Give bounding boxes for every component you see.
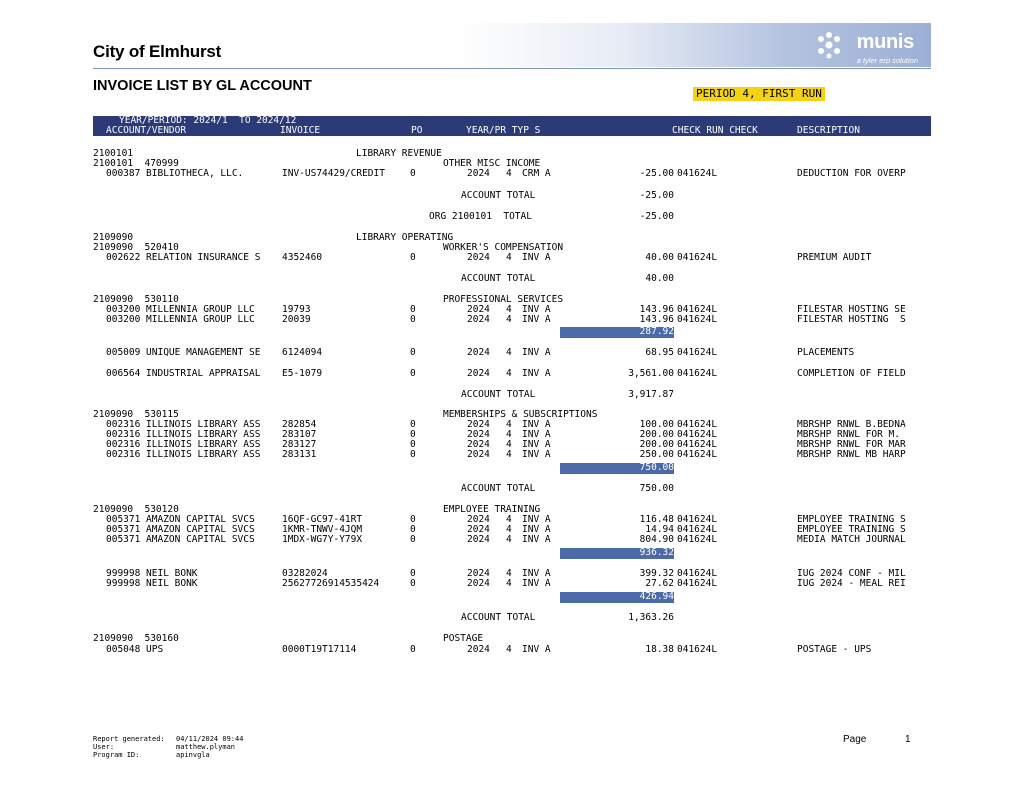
description: COMPLETION OF FIELD — [797, 368, 906, 379]
amount: 200.00 — [639, 439, 674, 450]
year: 2024 — [467, 568, 490, 579]
vendor-subtotal: 936.32 — [639, 547, 674, 558]
account-total-amount: 3,917.87 — [628, 389, 674, 400]
type-status: INV A — [522, 429, 551, 440]
amount: 143.96 — [639, 304, 674, 315]
type-status: INV A — [522, 252, 551, 263]
vendor-subtotal: 426.94 — [639, 591, 674, 602]
invoice: 6124094 — [282, 347, 323, 358]
check-run: 041624L — [677, 304, 718, 315]
account-code: 2109090 530160 — [93, 633, 179, 644]
invoice: 4352460 — [282, 252, 323, 263]
po: 0 — [410, 449, 416, 460]
po: 0 — [410, 368, 416, 379]
invoice: 19793 — [282, 304, 311, 315]
type-status: INV A — [522, 524, 551, 535]
year: 2024 — [467, 514, 490, 525]
description: PLACEMENTS — [797, 347, 855, 358]
type-status: INV A — [522, 568, 551, 579]
description: EMPLOYEE TRAINING S — [797, 514, 906, 525]
period: 4 — [506, 368, 512, 379]
vendor: 003200 MILLENNIA GROUP LLC — [106, 314, 255, 325]
type-status: INV A — [522, 578, 551, 589]
account-title: WORKER'S COMPENSATION — [443, 242, 564, 253]
description: MBRSHP RNWL FOR M. — [797, 429, 900, 440]
col-account-vendor: ACCOUNT/VENDOR — [106, 125, 187, 136]
period: 4 — [506, 304, 512, 315]
invoice: 283131 — [282, 449, 317, 460]
year: 2024 — [467, 252, 490, 263]
amount: 18.38 — [645, 644, 674, 655]
account-code: 2109090 530110 — [93, 294, 179, 305]
year: 2024 — [467, 534, 490, 545]
logo-text: munis — [856, 31, 914, 53]
check-run: 041624L — [677, 429, 718, 440]
check-run: 041624L — [677, 439, 718, 450]
org-title: LIBRARY OPERATING — [356, 232, 454, 243]
period: 4 — [506, 429, 512, 440]
po: 0 — [410, 168, 416, 179]
type-status: INV A — [522, 514, 551, 525]
vendor: 999998 NEIL BONK — [106, 578, 198, 589]
year: 2024 — [467, 524, 490, 535]
account-code: 2109090 530120 — [93, 504, 179, 515]
footer-user-label: User: — [93, 743, 115, 751]
vendor: 005371 AMAZON CAPITAL SVCS — [106, 524, 255, 535]
period: 4 — [506, 168, 512, 179]
check-run: 041624L — [677, 347, 718, 358]
vendor: 006564 INDUSTRIAL APPRAISAL — [106, 368, 261, 379]
po: 0 — [410, 514, 416, 525]
period: 4 — [506, 514, 512, 525]
account-title: MEMBERSHIPS & SUBSCRIPTIONS — [443, 409, 598, 420]
logo-tagline: a tyler erp solution — [856, 56, 918, 65]
vendor: 002316 ILLINOIS LIBRARY ASS — [106, 419, 261, 430]
vendor: 005371 AMAZON CAPITAL SVCS — [106, 514, 255, 525]
invoice: 1MDX-WG7Y-Y79X — [282, 534, 363, 545]
description: DEDUCTION FOR OVERP — [797, 168, 906, 179]
invoice: 03282024 — [282, 568, 328, 579]
page-title: City of Elmhurst — [93, 42, 222, 61]
description: MBRSHP RNWL B.BEDNA — [797, 419, 906, 430]
amount: 27.62 — [645, 578, 674, 589]
po: 0 — [410, 439, 416, 450]
col-description: DESCRIPTION — [797, 125, 860, 136]
check-run: 041624L — [677, 524, 718, 535]
amount: 200.00 — [639, 429, 674, 440]
period: 4 — [506, 252, 512, 263]
check-run: 041624L — [677, 252, 718, 263]
account-code: 2109090 520410 — [93, 242, 179, 253]
org-title: LIBRARY REVENUE — [356, 148, 442, 159]
vendor-subtotal: 750.00 — [639, 462, 674, 473]
account-title: EMPLOYEE TRAINING — [443, 504, 541, 515]
invoice: 16QF-GC97-41RT — [282, 514, 363, 525]
po: 0 — [410, 252, 416, 263]
check-run: 041624L — [677, 514, 718, 525]
type-status: CRM A — [522, 168, 551, 179]
description: MBRSHP RNWL FOR MAR — [797, 439, 906, 450]
po: 0 — [410, 534, 416, 545]
footer-program-label: Program ID: — [93, 751, 140, 759]
check-run: 041624L — [677, 368, 718, 379]
type-status: INV A — [522, 314, 551, 325]
amount: -25.00 — [639, 168, 674, 179]
invoice: 1KMR-TNWV-4JQM — [282, 524, 363, 535]
period: 4 — [506, 644, 512, 655]
check-run: 041624L — [677, 578, 718, 589]
account-total-amount: -25.00 — [639, 190, 674, 201]
amount: 804.90 — [639, 534, 674, 545]
vendor: 005048 UPS — [106, 644, 164, 655]
amount: 14.94 — [645, 524, 674, 535]
type-status: INV A — [522, 644, 551, 655]
description: POSTAGE - UPS — [797, 644, 872, 655]
period: 4 — [506, 534, 512, 545]
footer-program-value: apinvgla — [176, 751, 210, 759]
invoice: 283127 — [282, 439, 317, 450]
account-total-label: ACCOUNT TOTAL — [461, 483, 536, 494]
invoice: INV-US74429/CREDIT — [282, 168, 385, 179]
year: 2024 — [467, 368, 490, 379]
type-status: INV A — [522, 368, 551, 379]
po: 0 — [410, 578, 416, 589]
vendor: 002316 ILLINOIS LIBRARY ASS — [106, 429, 261, 440]
period: 4 — [506, 314, 512, 325]
year: 2024 — [467, 304, 490, 315]
vendor: 999998 NEIL BONK — [106, 568, 198, 579]
description: IUG 2024 - MEAL REI — [797, 578, 906, 589]
po: 0 — [410, 314, 416, 325]
period: 4 — [506, 439, 512, 450]
year-period-range: YEAR/PERIOD: 2024/1 TO 2024/12 — [119, 115, 297, 126]
type-status: INV A — [522, 449, 551, 460]
po: 0 — [410, 304, 416, 315]
invoice: 0000T19T17114 — [282, 644, 357, 655]
year: 2024 — [467, 314, 490, 325]
amount: 68.95 — [645, 347, 674, 358]
po: 0 — [410, 524, 416, 535]
page-number: 1 — [905, 734, 911, 745]
vendor: 000387 BIBLIOTHECA, LLC. — [106, 168, 244, 179]
type-status: INV A — [522, 439, 551, 450]
amount: 399.32 — [639, 568, 674, 579]
vendor: 002316 ILLINOIS LIBRARY ASS — [106, 449, 261, 460]
col-po: PO — [411, 125, 423, 136]
munis-logo-icon — [815, 29, 847, 61]
period: 4 — [506, 347, 512, 358]
vendor: 002622 RELATION INSURANCE S — [106, 252, 261, 263]
description: MBRSHP RNWL MB HARP — [797, 449, 906, 460]
account-code: 2100101 470999 — [93, 158, 179, 169]
period: 4 — [506, 568, 512, 579]
invoice: 25627726914535424 — [282, 578, 380, 589]
check-run: 041624L — [677, 534, 718, 545]
description: EMPLOYEE TRAINING S — [797, 524, 906, 535]
account-title: POSTAGE — [443, 633, 484, 644]
vendor: 005371 AMAZON CAPITAL SVCS — [106, 534, 255, 545]
account-title: OTHER MISC INCOME — [443, 158, 541, 169]
amount: 116.48 — [639, 514, 674, 525]
amount: 250.00 — [639, 449, 674, 460]
type-status: INV A — [522, 347, 551, 358]
account-total-label: ACCOUNT TOTAL — [461, 389, 536, 400]
footer-user-value: matthew.plyman — [176, 743, 236, 751]
description: MEDIA MATCH JOURNAL — [797, 534, 906, 545]
po: 0 — [410, 429, 416, 440]
check-run: 041624L — [677, 644, 718, 655]
invoice: 283107 — [282, 429, 317, 440]
check-run: 041624L — [677, 314, 718, 325]
type-status: INV A — [522, 304, 551, 315]
period: 4 — [506, 578, 512, 589]
org-total-label: ORG 2100101 TOTAL — [429, 211, 532, 222]
footer-generated-value: 04/11/2024 09:44 — [176, 735, 244, 743]
po: 0 — [410, 419, 416, 430]
invoice: E5-1079 — [282, 368, 323, 379]
type-status: INV A — [522, 534, 551, 545]
vendor: 005009 UNIQUE MANAGEMENT SE — [106, 347, 261, 358]
account-total-amount: 1,363.26 — [628, 612, 674, 623]
check-run: 041624L — [677, 568, 718, 579]
type-status: INV A — [522, 419, 551, 430]
vendor-subtotal: 287.92 — [639, 326, 674, 337]
check-run: 041624L — [677, 419, 718, 430]
col-invoice: INVOICE — [280, 125, 321, 136]
year: 2024 — [467, 419, 490, 430]
check-run: 041624L — [677, 168, 718, 179]
period: 4 — [506, 449, 512, 460]
po: 0 — [410, 568, 416, 579]
year: 2024 — [467, 578, 490, 589]
po: 0 — [410, 347, 416, 358]
year: 2024 — [467, 168, 490, 179]
account-total-amount: 40.00 — [645, 273, 674, 284]
amount: 3,561.00 — [628, 368, 674, 379]
description: IUG 2024 CONF - MIL — [797, 568, 906, 579]
account-code: 2109090 530115 — [93, 409, 179, 420]
year: 2024 — [467, 347, 490, 358]
col-check-run-check: CHECK RUN CHECK — [672, 125, 758, 136]
po: 0 — [410, 644, 416, 655]
vendor: 002316 ILLINOIS LIBRARY ASS — [106, 439, 261, 450]
account-title: PROFESSIONAL SERVICES — [443, 294, 564, 305]
invoice: 20039 — [282, 314, 311, 325]
description: PREMIUM AUDIT — [797, 252, 872, 263]
invoice: 282854 — [282, 419, 317, 430]
account-total-label: ACCOUNT TOTAL — [461, 190, 536, 201]
header-rule — [93, 68, 931, 69]
year: 2024 — [467, 644, 490, 655]
year: 2024 — [467, 429, 490, 440]
description: FILESTAR HOSTING S — [797, 314, 906, 325]
account-total-amount: 750.00 — [639, 483, 674, 494]
amount: 40.00 — [645, 252, 674, 263]
description: FILESTAR HOSTING SE — [797, 304, 906, 315]
page-label: Page — [843, 734, 867, 745]
amount: 143.96 — [639, 314, 674, 325]
account-total-label: ACCOUNT TOTAL — [461, 273, 536, 284]
org-total-amount: -25.00 — [639, 211, 674, 222]
report-title: INVOICE LIST BY GL ACCOUNT — [93, 78, 312, 94]
vendor: 003200 MILLENNIA GROUP LLC — [106, 304, 255, 315]
footer-generated-label: Report generated: — [93, 735, 165, 743]
account-total-label: ACCOUNT TOTAL — [461, 612, 536, 623]
check-run: 041624L — [677, 449, 718, 460]
period: 4 — [506, 419, 512, 430]
org-code: 2109090 — [93, 232, 134, 243]
period-badge: PERIOD 4, FIRST RUN — [693, 87, 825, 101]
year: 2024 — [467, 449, 490, 460]
year: 2024 — [467, 439, 490, 450]
org-code: 2100101 — [93, 148, 134, 159]
period: 4 — [506, 524, 512, 535]
amount: 100.00 — [639, 419, 674, 430]
col-year-pr-typ: YEAR/PR TYP S — [466, 125, 541, 136]
